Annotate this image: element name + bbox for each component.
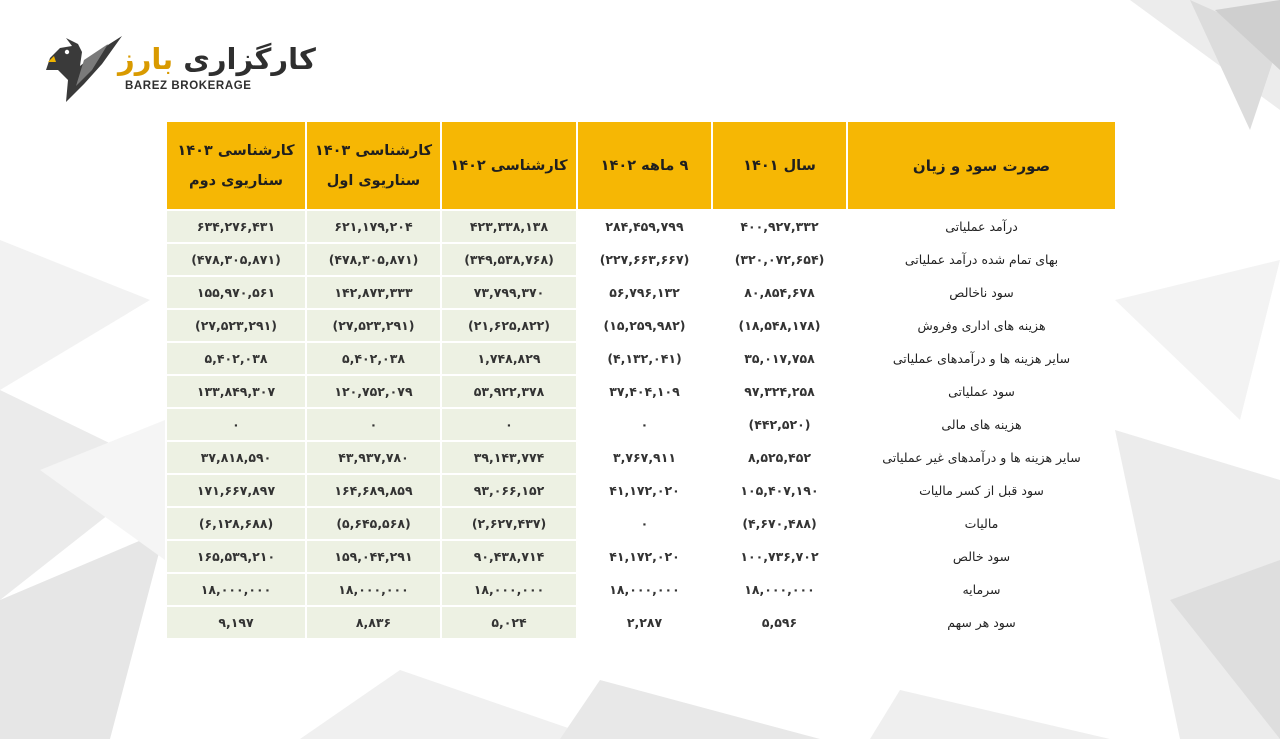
table-cell: ۸۰,۸۵۴,۶۷۸ bbox=[744, 285, 815, 300]
brand-name-accent: بارز bbox=[118, 42, 174, 76]
row-label: سایر هزینه ها و درآمدهای غیر عملیاتی bbox=[882, 450, 1081, 465]
table-row bbox=[167, 244, 1115, 275]
table-cell: ۵,۵۹۶ bbox=[761, 615, 798, 630]
table-cell: (۲۷,۵۲۳,۲۹۱) bbox=[167, 310, 305, 341]
table-cell: ۳۷,۸۱۸,۵۹۰ bbox=[167, 442, 305, 473]
table-cell: ۰ bbox=[640, 417, 649, 432]
row-label: سود عملیاتی bbox=[948, 384, 1015, 399]
table-cell: ۱۸,۰۰۰,۰۰۰ bbox=[307, 574, 440, 605]
table-cell: ۱۸,۰۰۰,۰۰۰ bbox=[744, 582, 815, 597]
table-row bbox=[167, 442, 1115, 473]
table-cell: ۱۰۰,۷۳۶,۷۰۲ bbox=[740, 549, 819, 564]
row-label: سرمایه bbox=[962, 582, 1001, 597]
table-row bbox=[167, 343, 1115, 374]
table-cell: ۰ bbox=[442, 409, 576, 440]
table-cell: ۱۸,۰۰۰,۰۰۰ bbox=[609, 582, 680, 597]
table-row bbox=[167, 475, 1115, 506]
column-header: کارشناسی ۱۴۰۲ bbox=[442, 122, 576, 209]
table-cell: ۱۶۵,۵۳۹,۲۱۰ bbox=[167, 541, 305, 572]
table-cell: ۱۵۵,۹۷۰,۵۶۱ bbox=[167, 277, 305, 308]
brand-name-fa bbox=[118, 42, 316, 76]
table-cell: ۲۸۴,۴۵۹,۷۹۹ bbox=[605, 219, 684, 234]
column-header: کارشناسی ۱۴۰۳ سناریوی دوم bbox=[167, 122, 305, 209]
row-label: مالیات bbox=[964, 516, 999, 531]
table-row bbox=[167, 541, 1115, 572]
table-cell: ۶۲۱,۱۷۹,۲۰۴ bbox=[307, 211, 440, 242]
table-cell: ۸,۸۳۶ bbox=[307, 607, 440, 638]
table-cell: ۵۶,۷۹۶,۱۳۲ bbox=[609, 285, 680, 300]
table-cell: ۹۰,۴۳۸,۷۱۴ bbox=[442, 541, 576, 572]
table-cell: ۱۷۱,۶۶۷,۸۹۷ bbox=[167, 475, 305, 506]
table-cell: ۴۰۰,۹۲۷,۳۳۲ bbox=[740, 219, 819, 234]
column-header: سال ۱۴۰۱ bbox=[713, 122, 846, 209]
table-cell: (۲۷,۵۲۳,۲۹۱) bbox=[307, 310, 440, 341]
table-cell: ۹,۱۹۷ bbox=[167, 607, 305, 638]
table-cell: ۰ bbox=[640, 516, 649, 531]
table-cell: ۱۳۳,۸۴۹,۳۰۷ bbox=[167, 376, 305, 407]
table-cell: (۴,۶۷۰,۴۸۸) bbox=[742, 516, 817, 531]
table-cell: (۱۵,۲۵۹,۹۸۲) bbox=[603, 318, 686, 333]
table-cell: ۶۳۴,۲۷۶,۴۳۱ bbox=[167, 211, 305, 242]
table-cell: (۲۱,۶۲۵,۸۲۲) bbox=[442, 310, 576, 341]
table-row bbox=[167, 508, 1115, 539]
income-statement-table bbox=[165, 120, 1117, 640]
table-row bbox=[167, 574, 1115, 605]
table-cell: ۳۹,۱۴۳,۷۷۴ bbox=[442, 442, 576, 473]
table-cell: (۴,۱۳۲,۰۴۱) bbox=[607, 351, 682, 366]
table-cell: (۴۷۸,۳۰۵,۸۷۱) bbox=[307, 244, 440, 275]
table-cell: (۵,۶۴۵,۵۶۸) bbox=[307, 508, 440, 539]
table-row bbox=[167, 277, 1115, 308]
table-cell: ۲,۲۸۷ bbox=[626, 615, 663, 630]
table-cell: ۱۰۵,۴۰۷,۱۹۰ bbox=[740, 483, 819, 498]
table-cell: (۴۷۸,۳۰۵,۸۷۱) bbox=[167, 244, 305, 275]
table-header-row bbox=[167, 122, 1115, 209]
row-label: سود ناخالص bbox=[949, 285, 1014, 300]
table-cell: (۲,۶۲۷,۴۳۷) bbox=[442, 508, 576, 539]
table-cell: ۴۱,۱۷۲,۰۲۰ bbox=[609, 549, 680, 564]
table-row bbox=[167, 409, 1115, 440]
table-cell: ۴۱,۱۷۲,۰۲۰ bbox=[609, 483, 680, 498]
table-cell: ۳,۷۶۷,۹۱۱ bbox=[613, 450, 676, 465]
table-cell: ۰ bbox=[307, 409, 440, 440]
table-cell: ۵,۰۲۴ bbox=[442, 607, 576, 638]
brand-name-en: BAREZ BROKERAGE bbox=[125, 80, 252, 92]
table-row bbox=[167, 376, 1115, 407]
table-cell: (۳۴۹,۵۳۸,۷۶۸) bbox=[442, 244, 576, 275]
table-row bbox=[167, 211, 1115, 242]
row-label: هزینه های اداری وفروش bbox=[917, 318, 1046, 333]
table-cell: ۱۵۹,۰۴۴,۲۹۱ bbox=[307, 541, 440, 572]
table-cell: ۴۳,۹۳۷,۷۸۰ bbox=[307, 442, 440, 473]
table-cell: ۱۶۴,۶۸۹,۸۵۹ bbox=[307, 475, 440, 506]
row-label: بهای تمام شده درآمد عملیاتی bbox=[904, 252, 1059, 267]
row-label: هزینه های مالی bbox=[941, 417, 1022, 432]
brand-name-main: کارگزاری bbox=[173, 42, 316, 76]
table-cell: (۲۲۷,۶۶۳,۶۶۷) bbox=[599, 252, 690, 267]
table-cell: ۷۳,۷۹۹,۳۷۰ bbox=[442, 277, 576, 308]
row-label: درآمد عملیاتی bbox=[945, 219, 1018, 234]
row-label: سود قبل از کسر مالیات bbox=[919, 483, 1044, 498]
table-cell: (۴۴۲,۵۲۰) bbox=[748, 417, 811, 432]
row-label: سود هر سهم bbox=[947, 615, 1016, 630]
row-label: سایر هزینه ها و درآمدهای عملیاتی bbox=[892, 351, 1071, 366]
table-cell: (۱۸,۵۴۸,۱۷۸) bbox=[738, 318, 821, 333]
table-cell: ۴۲۳,۳۳۸,۱۳۸ bbox=[442, 211, 576, 242]
table-cell: ۵,۴۰۲,۰۳۸ bbox=[167, 343, 305, 374]
column-header: کارشناسی ۱۴۰۳ سناریوی اول bbox=[307, 122, 440, 209]
table-cell: ۱,۷۴۸,۸۲۹ bbox=[442, 343, 576, 374]
table-cell: ۵,۴۰۲,۰۳۸ bbox=[307, 343, 440, 374]
table-cell: ۹۳,۰۶۶,۱۵۲ bbox=[442, 475, 576, 506]
table-cell: ۱۸,۰۰۰,۰۰۰ bbox=[167, 574, 305, 605]
table-row bbox=[167, 607, 1115, 638]
row-label: سود خالص bbox=[952, 549, 1011, 564]
table-cell: ۹۷,۳۲۴,۲۵۸ bbox=[744, 384, 815, 399]
table-row bbox=[167, 310, 1115, 341]
column-header: صورت سود و زیان bbox=[848, 122, 1115, 209]
eagle-icon bbox=[40, 30, 125, 110]
column-header: ۹ ماهه ۱۴۰۲ bbox=[578, 122, 711, 209]
table-cell: ۳۷,۴۰۴,۱۰۹ bbox=[609, 384, 680, 399]
table-cell: ۳۵,۰۱۷,۷۵۸ bbox=[744, 351, 815, 366]
table-cell: ۱۸,۰۰۰,۰۰۰ bbox=[442, 574, 576, 605]
table-cell: ۱۲۰,۷۵۲,۰۷۹ bbox=[307, 376, 440, 407]
table-cell: (۳۲۰,۰۷۲,۶۵۴) bbox=[734, 252, 825, 267]
table-cell: (۶,۱۲۸,۶۸۸) bbox=[167, 508, 305, 539]
table-cell: ۵۳,۹۲۲,۳۷۸ bbox=[442, 376, 576, 407]
table-cell: ۱۴۲,۸۷۳,۳۳۳ bbox=[307, 277, 440, 308]
table-cell: ۰ bbox=[167, 409, 305, 440]
table-cell: ۸,۵۲۵,۴۵۲ bbox=[748, 450, 811, 465]
